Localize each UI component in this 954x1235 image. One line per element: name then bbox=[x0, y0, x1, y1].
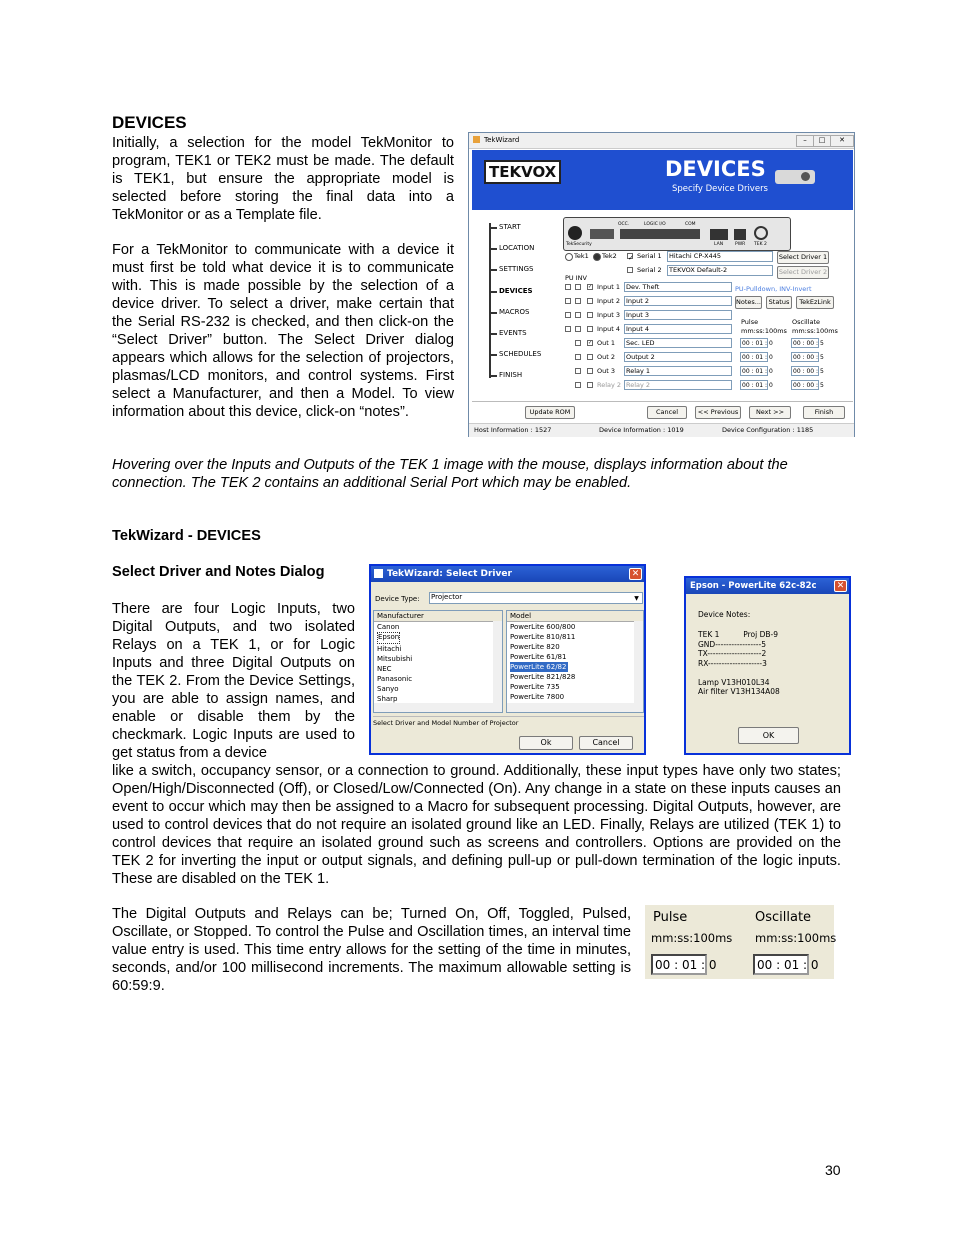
nav-tick bbox=[489, 375, 497, 377]
pu-inv-note: PU-Pulldown, INV-Invert bbox=[735, 285, 812, 293]
enable-checkbox[interactable] bbox=[587, 298, 593, 304]
device-type-label: Device Type: bbox=[375, 595, 420, 603]
io-name-input[interactable]: Output 2 bbox=[624, 352, 732, 362]
io-name-input[interactable]: Sec. LED bbox=[624, 338, 732, 348]
oscillate-time-input[interactable]: 00 : 00 : 5 bbox=[793, 382, 824, 389]
manufacturer-header: Manufacturer bbox=[374, 611, 502, 622]
tek1-radio[interactable] bbox=[565, 253, 573, 261]
maximize-button[interactable]: □ bbox=[813, 135, 831, 147]
tek2-label: TEK 2 bbox=[754, 242, 767, 247]
serial2-field[interactable]: TEKVOX Default-2 bbox=[667, 265, 773, 276]
device-note-line: RX--------------------3 bbox=[698, 658, 767, 668]
nav-tick bbox=[489, 227, 497, 229]
intro-paragraph-1: Initially, a selection for the model TekMonitor to program, TEK1 or TEK2 must be made. The default is TEK1, but ensure the appropriate model is selected before storing the final data into a TekMonitor or as a Template file. bbox=[112, 135, 454, 223]
manufacturer-item[interactable]: Panasonic bbox=[377, 675, 413, 683]
notes-close-icon[interactable]: ✕ bbox=[834, 580, 847, 592]
io-name-input[interactable]: Input 4 bbox=[624, 324, 732, 334]
pwr-label: PWR bbox=[735, 242, 746, 247]
device-notes-header: Device Notes: bbox=[698, 610, 751, 619]
nav-tick bbox=[489, 248, 497, 250]
nav-tick bbox=[489, 269, 497, 271]
next-button[interactable]: Next >> bbox=[749, 406, 791, 419]
manufacturer-item[interactable]: Epson bbox=[377, 632, 400, 644]
tek2-label: Tek2 bbox=[602, 252, 617, 260]
manufacturer-item[interactable]: Mitsubishi bbox=[377, 655, 413, 663]
app-icon bbox=[473, 136, 480, 143]
io-name-input[interactable]: Relay 1 bbox=[624, 366, 732, 376]
select-driver-close-icon[interactable]: ✕ bbox=[629, 568, 642, 580]
finish-button[interactable]: Finish bbox=[803, 406, 845, 419]
pulse-time-input[interactable]: 00 : 01 : 0 bbox=[742, 354, 773, 361]
close-button[interactable]: ✕ bbox=[830, 135, 854, 147]
hover-note: Hovering over the Inputs and Outputs of the TEK 1 image with the mouse, displays information about the connection. The TEK 2 contains an additional Serial Port which may be enabled. bbox=[112, 457, 788, 491]
select-driver-title: TekWizard: Select Driver bbox=[387, 569, 512, 579]
model-hscroll[interactable] bbox=[507, 703, 643, 712]
previous-button[interactable]: << Previous bbox=[695, 406, 741, 419]
manufacturer-item[interactable]: Sanyo bbox=[377, 685, 399, 693]
io-label: Input 2 bbox=[597, 297, 621, 305]
device-type-value: Projector bbox=[431, 593, 463, 601]
pulse-time-input[interactable]: 00 : 01 : 0 bbox=[742, 368, 773, 375]
select-driver-cancel-button[interactable]: Cancel bbox=[579, 736, 633, 750]
occ-connector[interactable] bbox=[590, 229, 614, 239]
pwr-port[interactable] bbox=[734, 229, 746, 240]
devices-banner bbox=[472, 150, 853, 210]
page-number: 30 bbox=[825, 1162, 841, 1178]
lan-label: LAN bbox=[714, 242, 724, 247]
nav-tick bbox=[489, 291, 497, 293]
logic-io-connector[interactable] bbox=[620, 229, 700, 239]
pu-checkbox[interactable] bbox=[565, 298, 571, 304]
model-item[interactable]: PowerLite 600/800 bbox=[510, 623, 576, 631]
enable-checkbox[interactable] bbox=[587, 312, 593, 318]
status-bar bbox=[469, 423, 854, 437]
status-button[interactable]: Status bbox=[766, 296, 792, 309]
nav-item-devices[interactable]: DEVICES bbox=[499, 287, 533, 295]
device-type-select[interactable] bbox=[429, 592, 643, 604]
oscillate-time-input[interactable]: 00 : 00 : 5 bbox=[793, 354, 824, 361]
serial1-checkbox[interactable]: ✓ bbox=[628, 254, 634, 262]
pulse-unit-label: mm:ss:100ms bbox=[741, 327, 787, 335]
select-driver-status: Select Driver and Model Number of Projector bbox=[373, 716, 644, 729]
pu-checkbox[interactable] bbox=[565, 312, 571, 318]
tek2-radio[interactable] bbox=[593, 253, 601, 261]
tekwizard-titlebar bbox=[469, 133, 854, 149]
enable-checkbox[interactable]: ✓ bbox=[588, 340, 593, 346]
pu-inv-label: PU INV bbox=[565, 274, 587, 282]
select-driver-1-button[interactable]: Select Driver 1 bbox=[777, 251, 829, 264]
nav-tick bbox=[489, 354, 497, 356]
inv-checkbox[interactable] bbox=[575, 382, 581, 388]
tek1-label: Tek1 bbox=[574, 252, 589, 260]
device-config: Device Configuration : 1185 bbox=[722, 426, 814, 434]
com-label: COM bbox=[685, 222, 696, 227]
inv-checkbox[interactable] bbox=[575, 354, 581, 360]
select-driver-titlebar bbox=[371, 566, 644, 582]
model-item[interactable]: PowerLite 735 bbox=[510, 683, 560, 691]
io-label: Out 2 bbox=[597, 353, 615, 361]
inv-checkbox[interactable] bbox=[575, 326, 581, 332]
enable-checkbox[interactable]: ✓ bbox=[588, 284, 593, 290]
nav-tick bbox=[489, 312, 497, 314]
enable-checkbox[interactable] bbox=[587, 368, 593, 374]
logic-io-paragraph-continued: like a switch, occupancy sensor, or a connection to ground. Additionally, these input types have only two states; Open/High/Disconnected (Off), or Closed/Low/Connected (On). Any change in a state on these inputs causes an event to occur which may then be assigned to a Macro for subsequent processing. Digital Outputs, however, are used to control devices that do not require an isolated ground like an LED. Finally, Relays are utilized (TEK 1) to control devices that require an isolated ground such as screens and controllers. Options are provided on the TEK 2 for inverting the input or output signals, and defining pull-up or pull-down termination of the logic inputs. These are disabled on the TEK 1. bbox=[112, 763, 841, 887]
manufacturer-item[interactable]: NEC bbox=[377, 665, 392, 673]
logic-io-label: LOGIC I/O bbox=[644, 222, 666, 227]
projector-icon bbox=[775, 170, 815, 184]
manufacturer-item[interactable]: Canon bbox=[377, 623, 400, 631]
timing-inset bbox=[645, 905, 837, 979]
occ-label: OCC. bbox=[618, 222, 630, 227]
serial1-field[interactable]: Hitachi CP-X445 bbox=[667, 251, 773, 262]
teksecurity-label: TekSecurity bbox=[566, 242, 592, 247]
nav-item-schedules[interactable]: SCHEDULES bbox=[499, 350, 542, 358]
inv-checkbox[interactable] bbox=[575, 298, 581, 304]
banner-title: DEVICES bbox=[665, 157, 766, 181]
model-item[interactable]: PowerLite 821/828 bbox=[510, 673, 576, 681]
nav-item-location[interactable]: LOCATION bbox=[499, 244, 535, 252]
pu-checkbox[interactable] bbox=[565, 284, 571, 290]
io-name-input[interactable]: Input 3 bbox=[624, 310, 732, 320]
select-driver-ok-button[interactable]: Ok bbox=[519, 736, 573, 750]
device-note-line bbox=[698, 668, 780, 678]
notes-ok-button[interactable]: OK bbox=[738, 727, 799, 744]
select-driver-dialog bbox=[369, 564, 646, 755]
banner-subtitle: Specify Device Drivers bbox=[672, 184, 768, 194]
intro-paragraph-2: For a TekMonitor to communicate with a device it must first be told what device it is to communicate with. This is made possible by the selection of a device driver. To select a driver, make certain that the Serial RS-232 is checked, and then click-on the “Select Driver” button. The Select Driver dialog appears which allows for the selection of projectors, plasmas/LCD monitors, and control systems. First select a Manufacturer, and then a Model. To view information about this device, click-on “notes”. bbox=[112, 242, 454, 420]
cancel-button[interactable]: Cancel bbox=[647, 406, 687, 419]
device-note-line: TX--------------------2 bbox=[698, 649, 767, 658]
logic-io-paragraph: There are four Logic Inputs, two Digital Outputs, and two isolated Relays on a TEK 1, or for Logic Inputs and three Digital Outputs on the TEK 2. From the Device Settings, you are able to assign names, and enable or disable them by the checkmark. Logic Inputs are used to get status from a device bbox=[112, 601, 355, 761]
teksecurity-icon bbox=[568, 226, 582, 240]
page-heading: DEVICES bbox=[112, 113, 187, 132]
section-title: TekWizard - DEVICES bbox=[112, 528, 261, 544]
enable-checkbox[interactable] bbox=[587, 354, 593, 360]
tekezlink-button[interactable]: TekEzLink bbox=[796, 296, 834, 309]
inset-pulse-time-input[interactable]: 00 : 01 : 0 bbox=[651, 954, 707, 975]
device-info: Device Information : 1019 bbox=[599, 426, 684, 434]
model-list[interactable] bbox=[506, 610, 644, 713]
divider bbox=[472, 401, 853, 402]
oscillate-unit-label: mm:ss:100ms bbox=[792, 327, 838, 335]
model-item[interactable]: PowerLite 820 bbox=[510, 643, 560, 651]
manufacturer-list[interactable] bbox=[373, 610, 503, 713]
update-rom-button[interactable]: Update ROM bbox=[525, 406, 575, 419]
device-note-line: Lamp V13H010L34 bbox=[698, 677, 770, 687]
serial2-label: Serial 2 bbox=[637, 266, 662, 274]
tek-board-image[interactable] bbox=[563, 217, 791, 251]
timing-paragraph: The Digital Outputs and Relays can be; Turned On, Off, Toggled, Pulsed, Oscillate, or Stopped. To control the Pulse and Oscillation times, an interval time value entry is used. This time entry allows for the setting of the time in minutes, seconds, and/or 100 millisecond increments. The maximum allowable setting is 60:59:9. bbox=[112, 906, 631, 994]
inset-oscillate-unit: mm:ss:100ms bbox=[755, 931, 837, 945]
io-name-input[interactable]: Relay 2 bbox=[624, 380, 732, 390]
inv-checkbox[interactable] bbox=[575, 312, 581, 318]
notes-title: Epson - PowerLite 62c-82c bbox=[690, 581, 817, 591]
oscillate-time-input[interactable]: 00 : 00 : 5 bbox=[793, 340, 824, 347]
serial2-checkbox[interactable] bbox=[627, 267, 633, 273]
notes-button[interactable]: Notes... bbox=[735, 296, 762, 309]
io-name-input[interactable]: Input 2 bbox=[624, 296, 732, 306]
io-label: Relay 2 bbox=[597, 381, 622, 389]
inv-checkbox[interactable] bbox=[575, 368, 581, 374]
io-label: Out 1 bbox=[597, 339, 615, 347]
io-name-input[interactable]: Dev. Theft bbox=[624, 282, 732, 292]
nav-item-events[interactable]: EVENTS bbox=[499, 329, 527, 337]
io-label: Input 4 bbox=[597, 325, 621, 333]
device-note-line: Air filter V13H134A08 bbox=[698, 687, 780, 696]
manufacturer-item[interactable]: Sharp bbox=[377, 695, 398, 703]
inset-oscillate-label: Oscillate bbox=[755, 910, 812, 925]
model-scrollbar[interactable] bbox=[634, 621, 643, 703]
manufacturer-item[interactable]: Hitachi bbox=[377, 645, 402, 653]
device-note-line: TEK 1 Proj DB-9 bbox=[698, 630, 778, 639]
notes-dialog bbox=[684, 576, 851, 755]
enable-checkbox[interactable] bbox=[587, 326, 593, 332]
enable-checkbox[interactable] bbox=[587, 382, 593, 388]
device-note-line: GND-----------------5 bbox=[698, 639, 766, 649]
oscillate-label: Oscillate bbox=[792, 318, 821, 326]
tekvox-logo: TEKVOX bbox=[484, 160, 561, 184]
nav-tick bbox=[489, 333, 497, 335]
model-item[interactable]: PowerLite 810/811 bbox=[510, 633, 576, 641]
nav-item-macros[interactable]: MACROS bbox=[499, 308, 530, 316]
inset-oscillate-time-input[interactable]: 00 : 01 : 0 bbox=[753, 954, 809, 975]
chevron-down-icon[interactable]: ▼ bbox=[634, 595, 639, 602]
lan-port[interactable] bbox=[710, 229, 728, 240]
select-driver-2-button[interactable]: Select Driver 2 bbox=[777, 266, 829, 279]
window-title: TekWizard bbox=[484, 136, 520, 144]
manufacturer-hscroll[interactable] bbox=[374, 703, 502, 712]
inset-pulse-label: Pulse bbox=[653, 910, 688, 925]
tek2-port[interactable] bbox=[754, 226, 768, 240]
tekwizard-window bbox=[468, 132, 855, 437]
model-item[interactable]: PowerLite 7800 bbox=[510, 693, 565, 701]
nav-item-finish[interactable]: FINISH bbox=[499, 371, 523, 379]
io-label: Input 1 bbox=[597, 283, 621, 291]
inset-pulse-unit: mm:ss:100ms bbox=[651, 931, 733, 945]
minimize-button[interactable]: – bbox=[796, 135, 814, 147]
oscillate-time-input[interactable]: 00 : 00 : 5 bbox=[793, 368, 824, 375]
host-info: Host Information : 1527 bbox=[474, 426, 552, 434]
serial1-label: Serial 1 bbox=[637, 252, 662, 260]
pulse-time-input[interactable]: 00 : 01 : 0 bbox=[742, 340, 773, 347]
manufacturer-scrollbar[interactable] bbox=[493, 621, 502, 703]
model-item[interactable]: PowerLite 62/82 bbox=[510, 663, 567, 671]
model-header: Model bbox=[507, 611, 643, 622]
pulse-time-input[interactable]: 00 : 01 : 0 bbox=[742, 382, 773, 389]
nav-item-start[interactable]: START bbox=[499, 223, 521, 231]
nav-item-settings[interactable]: SETTINGS bbox=[499, 265, 534, 273]
dialog-app-icon bbox=[374, 569, 383, 578]
model-item[interactable]: PowerLite 61/81 bbox=[510, 653, 567, 661]
inv-checkbox[interactable] bbox=[575, 340, 581, 346]
pu-checkbox[interactable] bbox=[565, 326, 571, 332]
inv-checkbox[interactable] bbox=[575, 284, 581, 290]
notes-titlebar bbox=[686, 578, 849, 594]
pulse-label: Pulse bbox=[741, 318, 759, 326]
io-label: Out 3 bbox=[597, 367, 615, 375]
io-label: Input 3 bbox=[597, 311, 621, 319]
subsection-title: Select Driver and Notes Dialog bbox=[112, 564, 325, 580]
